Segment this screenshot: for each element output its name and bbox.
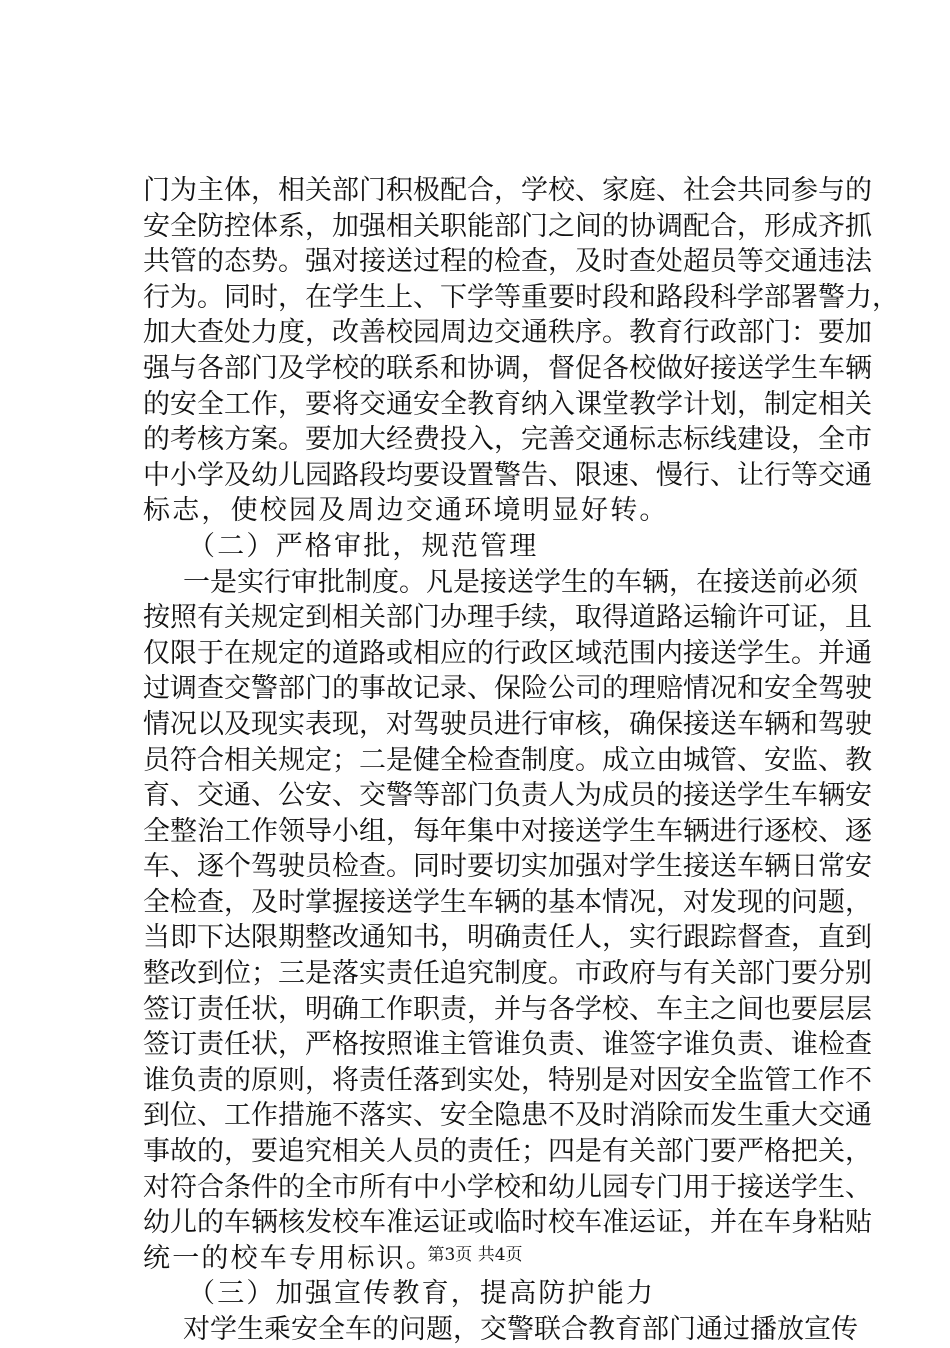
paragraph-line: 仅限于在规定的道路或相应的行政区域范围内接送学生。并通: [143, 637, 872, 669]
paragraph-line: 行为。同时，在学生上、下学等重要时段和路段科学部署警力，: [143, 281, 899, 313]
paragraph-line: 到位、工作措施不落实、安全隐患不及时消除而发生重大交通: [143, 1100, 872, 1132]
paragraph-line: 门为主体，相关部门积极配合，学校、家庭、社会共同参与的: [143, 175, 872, 206]
paragraph-line: 对符合条件的全市所有中小学校和幼儿园专门用于接送学生、: [143, 1171, 872, 1203]
paragraph-line: 对学生乘安全车的问题，交警联合教育部门通过播放宣传: [183, 1314, 858, 1345]
paragraph-line: 谁负责的原则，将责任落到实处，特别是对因安全监管工作不: [143, 1064, 872, 1096]
paragraph-line: 标志，使校园及周边交通环境明显好转。: [143, 495, 669, 527]
paragraph-line: 强与各部门及学校的联系和协调，督促各校做好接送学生车辆: [143, 352, 872, 384]
paragraph-line: 育、交通、公安、交警等部门负责人为成员的接送学生车辆安: [143, 780, 872, 812]
paragraph-line: 加大查处力度，改善校园周边交通秩序。教育行政部门：要加: [143, 317, 872, 349]
body-text: [143, 173, 899, 1348]
paragraph-line: 共管的态势。强对接送过程的检查，及时查处超员等交通违法: [143, 246, 872, 278]
paragraph-line: 全检查，及时掌握接送学生车辆的基本情况，对发现的问题，: [143, 886, 872, 918]
paragraph-line: 签订责任状，明确工作职责，并与各学校、车主之间也要层层: [143, 993, 872, 1025]
section-heading: （三）加强宣传教育，提高防护能力: [188, 1278, 656, 1310]
paragraph-line: 按照有关规定到相关部门办理手续，取得道路运输许可证，且: [143, 602, 872, 634]
paragraph-line: 当即下达限期整改通知书，明确责任人，实行跟踪督查，直到: [143, 922, 872, 954]
paragraph-line: 情况以及现实表现，对驾驶员进行审核，确保接送车辆和驾驶: [143, 708, 872, 740]
section-heading: （二）严格审批，规范管理: [188, 530, 539, 562]
paragraph-line: 整改到位；三是落实责任追究制度。市政府与有关部门要分别: [143, 958, 872, 990]
paragraph-line: 安全防控体系，加强相关职能部门之间的协调配合，形成齐抓: [143, 210, 872, 242]
paragraph-line: 幼儿的车辆核发校车准运证或临时校车准运证，并在车身粘贴: [143, 1207, 872, 1239]
paragraph-line: 中小学及幼儿园路段均要设置警告、限速、慢行、让行等交通: [143, 459, 872, 491]
paragraph-line: 一是实行审批制度。凡是接送学生的车辆，在接送前必须: [183, 566, 858, 598]
paragraph-line: 签订责任状，严格按照谁主管谁负责、谁签字谁负责、谁检查: [143, 1029, 872, 1061]
paragraph-line: 员符合相关规定；二是健全检查制度。成立由城管、安监、教: [143, 744, 872, 776]
paragraph-line: 统一的校车专用标识。: [143, 1242, 435, 1274]
page-number-footer: 第3页 共4页: [427, 1245, 523, 1265]
paragraph-line: 过调查交警部门的事故记录、保险公司的理赔情况和安全驾驶: [143, 673, 872, 705]
paragraph-line: 的安全工作，要将交通安全教育纳入课堂教学计划，制定相关: [143, 388, 872, 420]
paragraph-line: 车、逐个驾驶员检查。同时要切实加强对学生接送车辆日常安: [143, 851, 872, 883]
paragraph-line: 事故的，要追究相关人员的责任；四是有关部门要严格把关，: [143, 1136, 872, 1168]
paragraph-line: 全整治工作领导小组，每年集中对接送学生车辆进行逐校、逐: [143, 815, 872, 847]
paragraph-line: 的考核方案。要加大经费投入，完善交通标志标线建设，全市: [143, 424, 872, 456]
